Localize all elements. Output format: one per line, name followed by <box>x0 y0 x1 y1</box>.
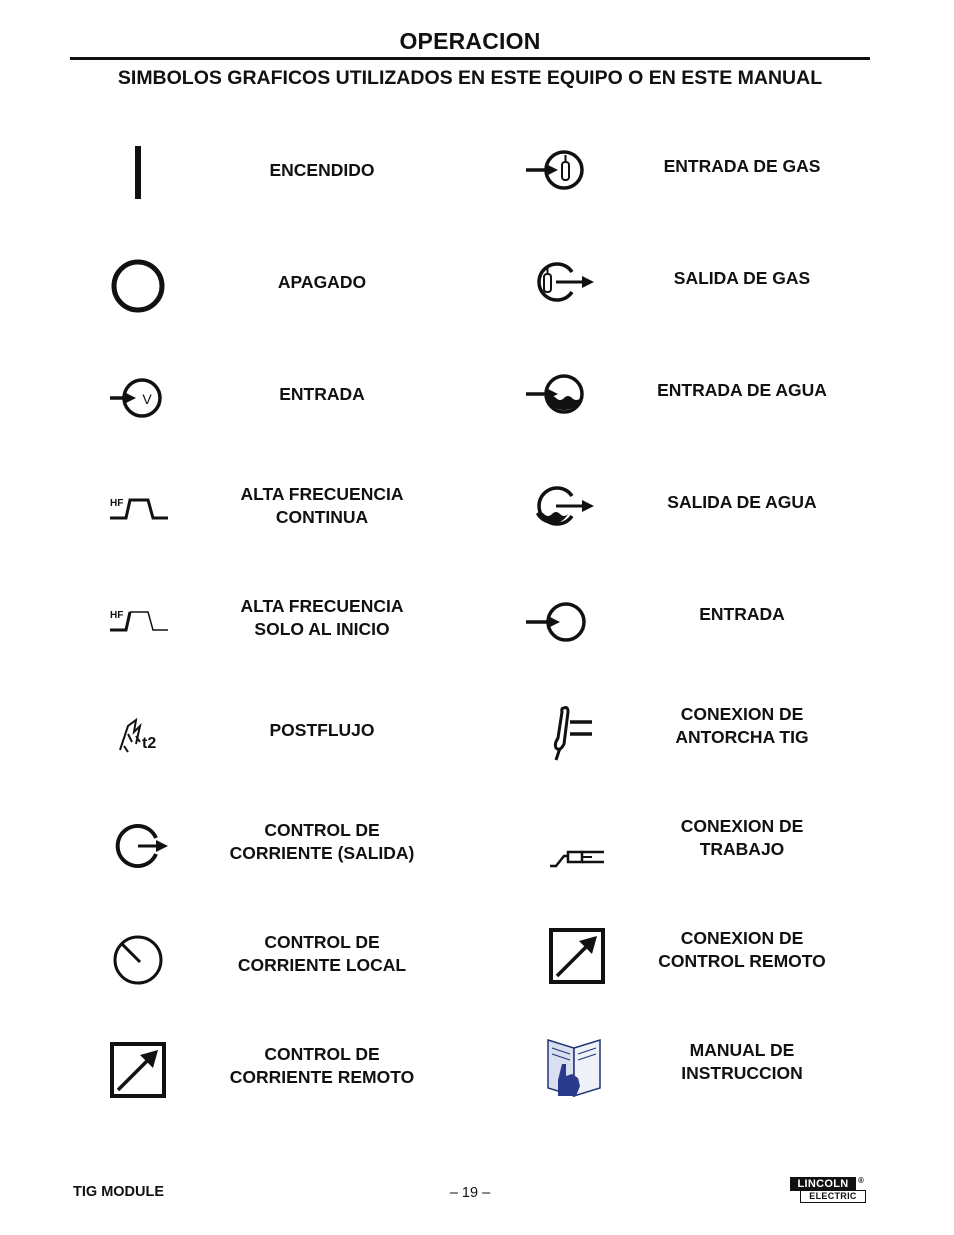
postflow-icon <box>106 702 170 766</box>
symbol-row <box>500 340 940 440</box>
symbol-label: CONTINUA <box>275 507 369 527</box>
lincoln-electric-logo <box>790 1177 868 1205</box>
symbol-label: CONEXION DE <box>680 704 804 724</box>
symbol-label: CONTROL DE <box>264 1044 380 1064</box>
symbol-label: CORRIENTE LOCAL <box>237 955 407 975</box>
symbol-label: ENTRADA <box>699 603 785 624</box>
gas-input-icon <box>526 138 590 202</box>
remote-current-control-icon <box>106 1038 170 1102</box>
symbol-row <box>500 676 940 776</box>
hf-glyph: HF <box>110 610 124 621</box>
symbol-label: MANUAL DE <box>689 1040 795 1060</box>
page-number: – 19 – <box>449 1185 491 1201</box>
section-title: OPERACION <box>399 28 541 54</box>
symbol-label: ANTORCHA TIG <box>675 727 809 747</box>
tig-torch-connection-icon <box>526 698 590 762</box>
symbol-label: CONEXION DE <box>680 816 804 836</box>
symbol-label: ALTA FRECUENCIA <box>240 484 404 504</box>
logo-registered-mark: ® <box>858 1176 864 1185</box>
symbol-row <box>80 680 520 780</box>
symbol-label: TRABAJO <box>699 839 785 859</box>
logo-bottom: ELECTRIC <box>800 1190 866 1203</box>
t2-glyph: t2 <box>142 735 157 752</box>
symbol-row <box>80 456 520 556</box>
instruction-manual-icon <box>526 1034 590 1098</box>
water-output-icon <box>526 474 590 538</box>
symbol-row <box>80 568 520 668</box>
local-current-control-icon <box>106 926 170 990</box>
symbol-row <box>500 116 940 216</box>
symbol-row <box>500 788 940 888</box>
symbol-label: CONTROL DE <box>264 820 380 840</box>
symbol-label: ALTA FRECUENCIA <box>240 596 404 616</box>
symbol-label: ENTRADA DE AGUA <box>657 379 827 400</box>
high-frequency-start-icon <box>106 590 170 654</box>
power-on-icon <box>106 142 170 206</box>
symbol-label: ENTRADA <box>279 383 365 404</box>
current-output-control-icon <box>106 814 170 878</box>
symbol-label: SALIDA DE GAS <box>673 267 811 288</box>
symbol-label: INSTRUCCION <box>681 1063 803 1083</box>
hf-glyph: HF <box>110 498 124 509</box>
subtitle: SIMBOLOS GRAFICOS UTILIZADOS EN ESTE EQUIPO O EN ESTE MANUAL <box>117 67 823 89</box>
input-icon <box>526 586 590 650</box>
symbol-label: CORRIENTE (SALIDA) <box>229 843 415 863</box>
gas-output-icon <box>526 250 590 314</box>
symbol-row <box>80 904 520 1004</box>
symbol-label: CONTROL REMOTO <box>658 951 826 971</box>
symbol-label: ENTRADA DE GAS <box>663 155 821 176</box>
symbol-label: SOLO AL INICIO <box>254 619 390 639</box>
power-off-icon <box>106 254 170 318</box>
symbol-label: POSTFLUJO <box>269 719 375 740</box>
symbol-row <box>80 232 520 332</box>
voltage-input-icon <box>106 366 170 430</box>
symbol-row <box>80 120 520 220</box>
logo-top: LINCOLN <box>790 1177 856 1191</box>
symbol-label: CONEXION DE <box>680 928 804 948</box>
work-connection-icon <box>526 810 590 874</box>
symbol-row <box>500 564 940 664</box>
title-rule <box>70 57 870 60</box>
symbol-row <box>500 228 940 328</box>
symbol-row <box>80 344 520 444</box>
symbol-label: SALIDA DE AGUA <box>667 491 817 512</box>
water-input-icon <box>526 362 590 426</box>
remote-control-connection-icon <box>526 922 590 986</box>
high-frequency-continuous-icon <box>106 478 170 542</box>
symbol-label: ENCENDIDO <box>269 159 375 180</box>
symbol-row <box>500 900 940 1000</box>
symbol-label: CORRIENTE REMOTO <box>229 1067 415 1087</box>
symbol-label: APAGADO <box>277 271 367 292</box>
symbol-row <box>500 1012 940 1112</box>
symbol-label: CONTROL DE <box>264 932 380 952</box>
symbol-row <box>80 1016 520 1116</box>
footer-model: TIG MODULE <box>73 1184 165 1200</box>
symbol-row <box>80 792 520 892</box>
volt-glyph: V <box>142 391 152 407</box>
symbol-row <box>500 452 940 552</box>
